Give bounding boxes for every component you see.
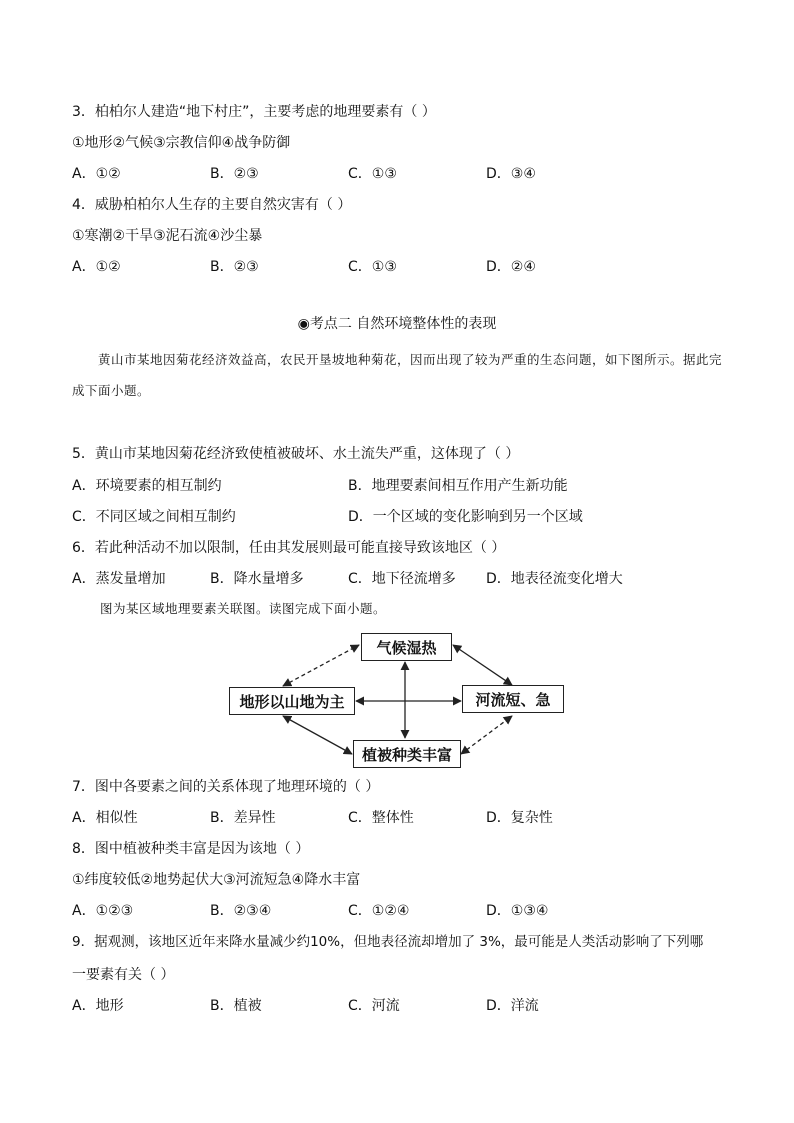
q5-option-c[interactable]: C．不同区域之间相互制约 — [72, 509, 236, 525]
diagram-intro: 图为某区域地理要素关联图。读图完成下面小题。 — [100, 601, 387, 616]
q3-stem: 3．柏柏尔人建造“地下村庄”，主要考虑的地理要素有（ ） — [72, 104, 436, 120]
box-rivers: 河流短、急 — [462, 685, 564, 713]
q4-option-c[interactable]: C．①③ — [348, 259, 397, 275]
q9-option-a[interactable]: A．地形 — [72, 998, 124, 1014]
section-heading: ◉考点二 自然环境整体性的表现 — [297, 316, 497, 332]
q5-option-b[interactable]: B．地理要素间相互作用产生新功能 — [348, 478, 568, 494]
q7-option-b[interactable]: B．差异性 — [210, 810, 276, 826]
q4-items: ①寒潮②干旱③泥石流④沙尘暴 — [72, 228, 263, 244]
q4-option-a[interactable]: A．①② — [72, 259, 121, 275]
q8-option-d[interactable]: D．①③④ — [486, 903, 549, 919]
q9-option-c[interactable]: C．河流 — [348, 998, 400, 1014]
q3-items: ①地形②气候③宗教信仰④战争防御 — [72, 135, 291, 151]
q7-option-c[interactable]: C．整体性 — [348, 810, 414, 826]
q6-option-a[interactable]: A．蒸发量增加 — [72, 571, 166, 587]
section-passage: 黄山市某地因菊花经济效益高，农民开垦坡地种菊花，因而出现了较为严重的生态问题，如下图所示。据此完成下面小题。 — [72, 352, 723, 398]
arrow-bottom-left — [283, 716, 352, 754]
arrow-top-left — [283, 645, 359, 686]
q8-option-c[interactable]: C．①②④ — [348, 903, 410, 919]
q8-option-a[interactable]: A．①②③ — [72, 903, 134, 919]
q4-stem: 4．威胁柏柏尔人生存的主要自然灾害有（ ） — [72, 197, 352, 213]
box-vegetation: 植被种类丰富 — [353, 740, 461, 768]
q7-option-d[interactable]: D．复杂性 — [486, 810, 553, 826]
q5-option-d[interactable]: D．一个区域的变化影响到另一个区域 — [348, 509, 583, 525]
q6-stem: 6．若此种活动不加以限制，任由其发展则最可能直接导致该地区（ ） — [72, 540, 506, 556]
q8-option-b[interactable]: B．②③④ — [210, 903, 272, 919]
q6-option-c[interactable]: C．地下径流增多 — [348, 571, 456, 587]
q9-option-b[interactable]: B．植被 — [210, 998, 262, 1014]
box-climate: 气候湿热 — [361, 633, 452, 661]
q3-option-d[interactable]: D．③④ — [486, 166, 536, 182]
q5-stem: 5．黄山市某地因菊花经济致使植被破坏、水土流失严重，这体现了（ ） — [72, 446, 520, 462]
q4-option-d[interactable]: D．②④ — [486, 259, 536, 275]
q3-option-c[interactable]: C．①③ — [348, 166, 397, 182]
box-terrain: 地形以山地为主 — [229, 687, 355, 715]
q3-option-b[interactable]: B．②③ — [210, 166, 259, 182]
q3-option-a[interactable]: A．①② — [72, 166, 121, 182]
arrow-bottom-right — [461, 716, 512, 754]
q9-option-d[interactable]: D．洋流 — [486, 998, 539, 1014]
q4-option-b[interactable]: B．②③ — [210, 259, 259, 275]
q8-items: ①纬度较低②地势起伏大③河流短急④降水丰富 — [72, 872, 361, 888]
arrow-top-right — [453, 645, 512, 685]
q6-option-b[interactable]: B．降水量增多 — [210, 571, 304, 587]
q9-stem: 9．据观测，该地区近年来降水量减少约10%，但地表径流却增加了 3%，最可能是人类活动影响了下列哪 — [72, 934, 704, 950]
q6-option-d[interactable]: D．地表径流变化增大 — [486, 571, 623, 587]
q7-option-a[interactable]: A．相似性 — [72, 810, 138, 826]
q5-option-a[interactable]: A．环境要素的相互制约 — [72, 478, 222, 494]
q8-stem: 8．图中植被种类丰富是因为该地（ ） — [72, 841, 310, 857]
q7-stem: 7．图中各要素之间的关系体现了地理环境的（ ） — [72, 779, 380, 795]
q9-stem-continued: 一要素有关（ ） — [72, 967, 175, 983]
